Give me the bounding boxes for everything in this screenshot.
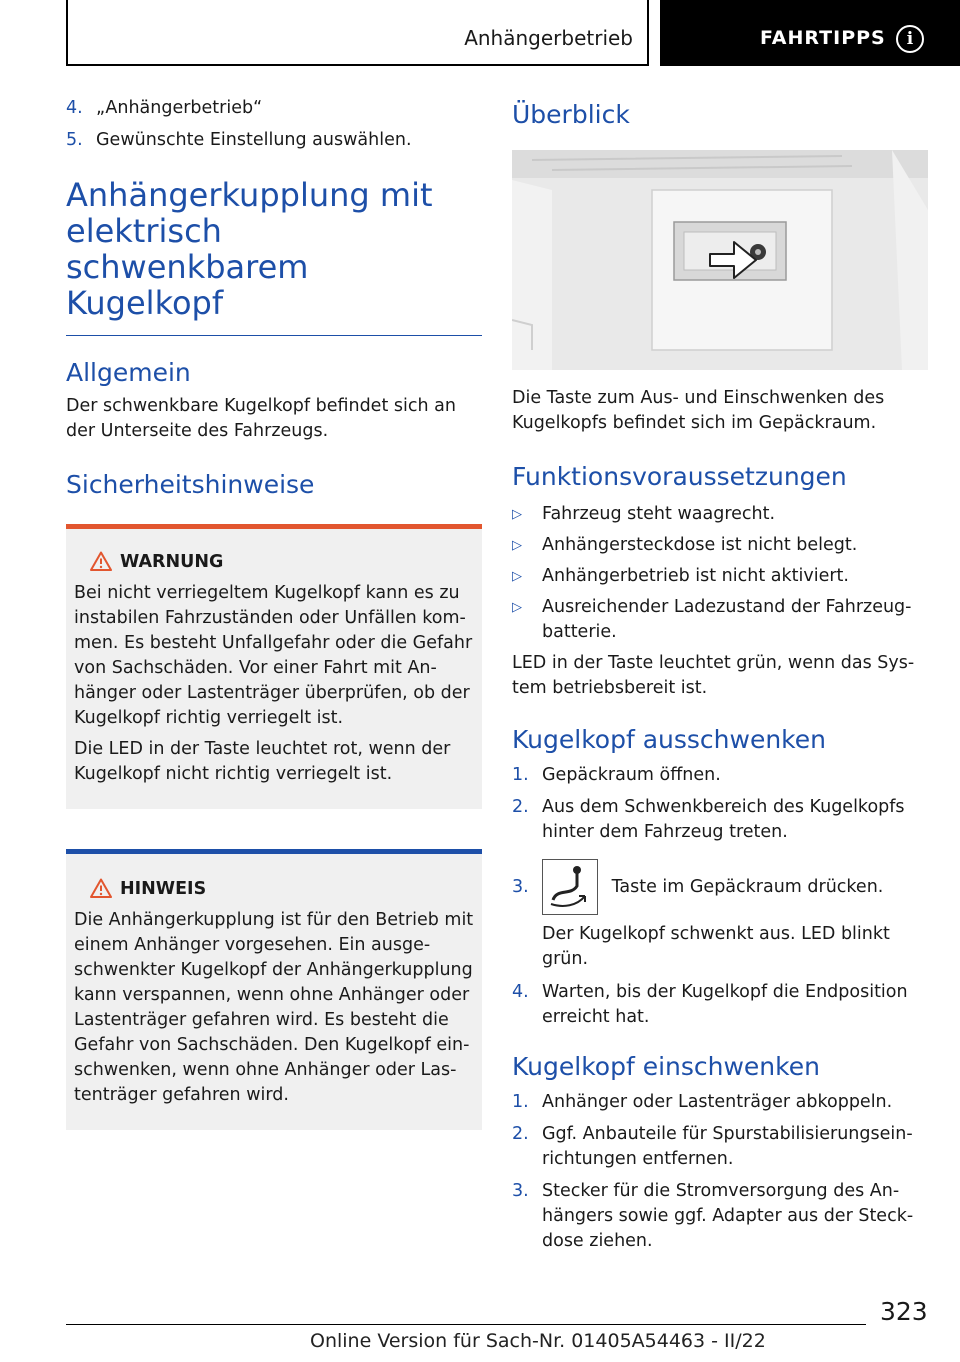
- warning-icon: [90, 878, 112, 898]
- note-text: Die Anhängerkupplung ist für den Betrieb mit einem Anhänger vorgesehen. Ein ausgeschwenkter Kugelkopf der Anhängerkupplung kann verspannen, wenn ohne Anhänger oder Lastenträger gefahren wird. Es besteht die Gefahr von Sachschäden. Den Kugelkopf einschwenken, wenn ohne Anhänger oder Lastenträger gefahren wird.: [74, 910, 474, 1105]
- step-text: Stecker für die Stromversorgung des Anhängers sowie ggf. Adapter aus der Steckdose ziehen.: [542, 1181, 914, 1251]
- overview-text: Die Taste zum Aus- und Einschwenken des Kugelkopfs befindet sich im Gepäckraum.: [512, 388, 885, 433]
- list-item: [512, 595, 928, 645]
- note-label: HINWEIS: [120, 879, 207, 899]
- step-text: „Anhängerbetrieb“: [96, 98, 263, 118]
- page-number: 323: [880, 1297, 928, 1326]
- step-text: Anhänger oder Lastenträger abkoppeln.: [542, 1092, 893, 1112]
- chapter-tab: [660, 0, 960, 66]
- list-item-text: Fahrzeug steht waagrecht.: [542, 504, 776, 524]
- step-number: 2.: [512, 797, 529, 817]
- out-steps: [512, 763, 928, 1030]
- step-number: 1.: [512, 1092, 529, 1112]
- step-item: [512, 859, 928, 915]
- right-column: [512, 96, 928, 1261]
- page-header: [0, 0, 960, 66]
- step-subtext: Der Kugelkopf schwenkt aus. LED blinkt grün.: [542, 924, 890, 969]
- triangle-bullet-icon: ▷: [512, 507, 522, 522]
- title-divider: [66, 335, 482, 336]
- list-item-text: Ausreichender Ladezustand der Fahrzeugbatterie.: [542, 597, 912, 642]
- trunk-button-photo: [512, 150, 928, 370]
- warning-label: WARNUNG: [120, 552, 224, 572]
- list-item: [512, 533, 928, 558]
- warning-box: [66, 524, 482, 809]
- step-item: [512, 763, 928, 788]
- warning-icon: [90, 551, 112, 571]
- warning-header: [74, 549, 474, 575]
- note-box: [66, 849, 482, 1130]
- allgemein-heading: Allgemein: [66, 358, 191, 387]
- step-item: [512, 1090, 928, 1115]
- step-item: [512, 795, 928, 845]
- step-text: Taste im Gepäckraum drücken.: [611, 877, 884, 897]
- step-number: 4.: [66, 98, 83, 118]
- in-steps: [512, 1090, 928, 1254]
- step-text: Gepäckraum öffnen.: [542, 765, 721, 785]
- warning-text-led: Die LED in der Taste leuchtet rot, wenn der Kugelkopf nicht richtig verriegelt ist.: [74, 739, 451, 784]
- section-tab: [66, 0, 649, 66]
- step-number: 5.: [66, 130, 83, 150]
- note-header: [74, 876, 474, 902]
- warning-text: Bei nicht verriegeltem Kugelkopf kann es zu instabilen Fahrzuständen oder Unfällen kommen. Es besteht Unfallgefahr oder die Gefahr von Sachschäden. Vor einer Fahrt mit Anhänger oder Lastenträger überprüfen, ob der Kugelkopf richtig verriegelt ist.: [74, 583, 473, 728]
- step-number: 1.: [512, 765, 529, 785]
- list-item: [512, 502, 928, 527]
- step-item: [512, 1122, 928, 1172]
- func-list: [512, 502, 928, 645]
- footer-divider: [66, 1324, 866, 1325]
- step-text: Gewünschte Einstellung auswählen.: [96, 130, 412, 150]
- info-icon: i: [896, 25, 924, 53]
- func-heading: Funktionsvoraussetzungen: [512, 462, 847, 491]
- step-item: [512, 980, 928, 1030]
- step-text: Warten, bis der Kugelkopf die Endposition erreicht hat.: [542, 982, 908, 1027]
- step-number: 2.: [512, 1124, 529, 1144]
- step-text: Ggf. Anbauteile für Spurstabilisierungseinrichtungen entfernen.: [542, 1124, 913, 1169]
- triangle-bullet-icon: ▷: [512, 569, 522, 584]
- triangle-bullet-icon: ▷: [512, 538, 522, 553]
- step-item: [66, 96, 482, 121]
- left-column: [66, 96, 482, 1130]
- step-text: Aus dem Schwenkbereich des Kugelkopfs hinter dem Fahrzeug treten.: [542, 797, 905, 842]
- section-title: Anhängerbetrieb: [464, 26, 633, 50]
- step-number: 3.: [512, 877, 529, 897]
- list-item-text: Anhängersteckdose ist nicht belegt.: [542, 535, 858, 555]
- list-item-text: Anhängerbetrieb ist nicht aktiviert.: [542, 566, 849, 586]
- in-heading: Kugelkopf einschwenken: [512, 1052, 820, 1081]
- triangle-bullet-icon: ▷: [512, 600, 522, 615]
- overview-heading: Überblick: [512, 100, 630, 129]
- tow-hitch-button-icon: [542, 859, 598, 915]
- step-item: [512, 1179, 928, 1254]
- page-title: Anhängerkupplung mit elektrisch schwenkbarem Kugelkopf: [66, 176, 433, 322]
- step-item: [66, 128, 482, 153]
- chapter-title: FAHRTIPPS: [760, 27, 886, 49]
- list-item: [512, 564, 928, 589]
- allgemein-text: Der schwenkbare Kugelkopf befindet sich an der Unterseite des Fahrzeugs.: [66, 396, 456, 441]
- out-heading: Kugelkopf ausschwenken: [512, 725, 826, 754]
- footer-online-text: Online Version für Sach-Nr. 01405A54463 - II/22: [310, 1330, 766, 1352]
- step-number: 4.: [512, 982, 529, 1002]
- step-number: 3.: [512, 1181, 529, 1201]
- safety-heading: Sicherheitshinweise: [66, 470, 315, 499]
- func-text: LED in der Taste leuchtet grün, wenn das System betriebsbereit ist.: [512, 653, 915, 698]
